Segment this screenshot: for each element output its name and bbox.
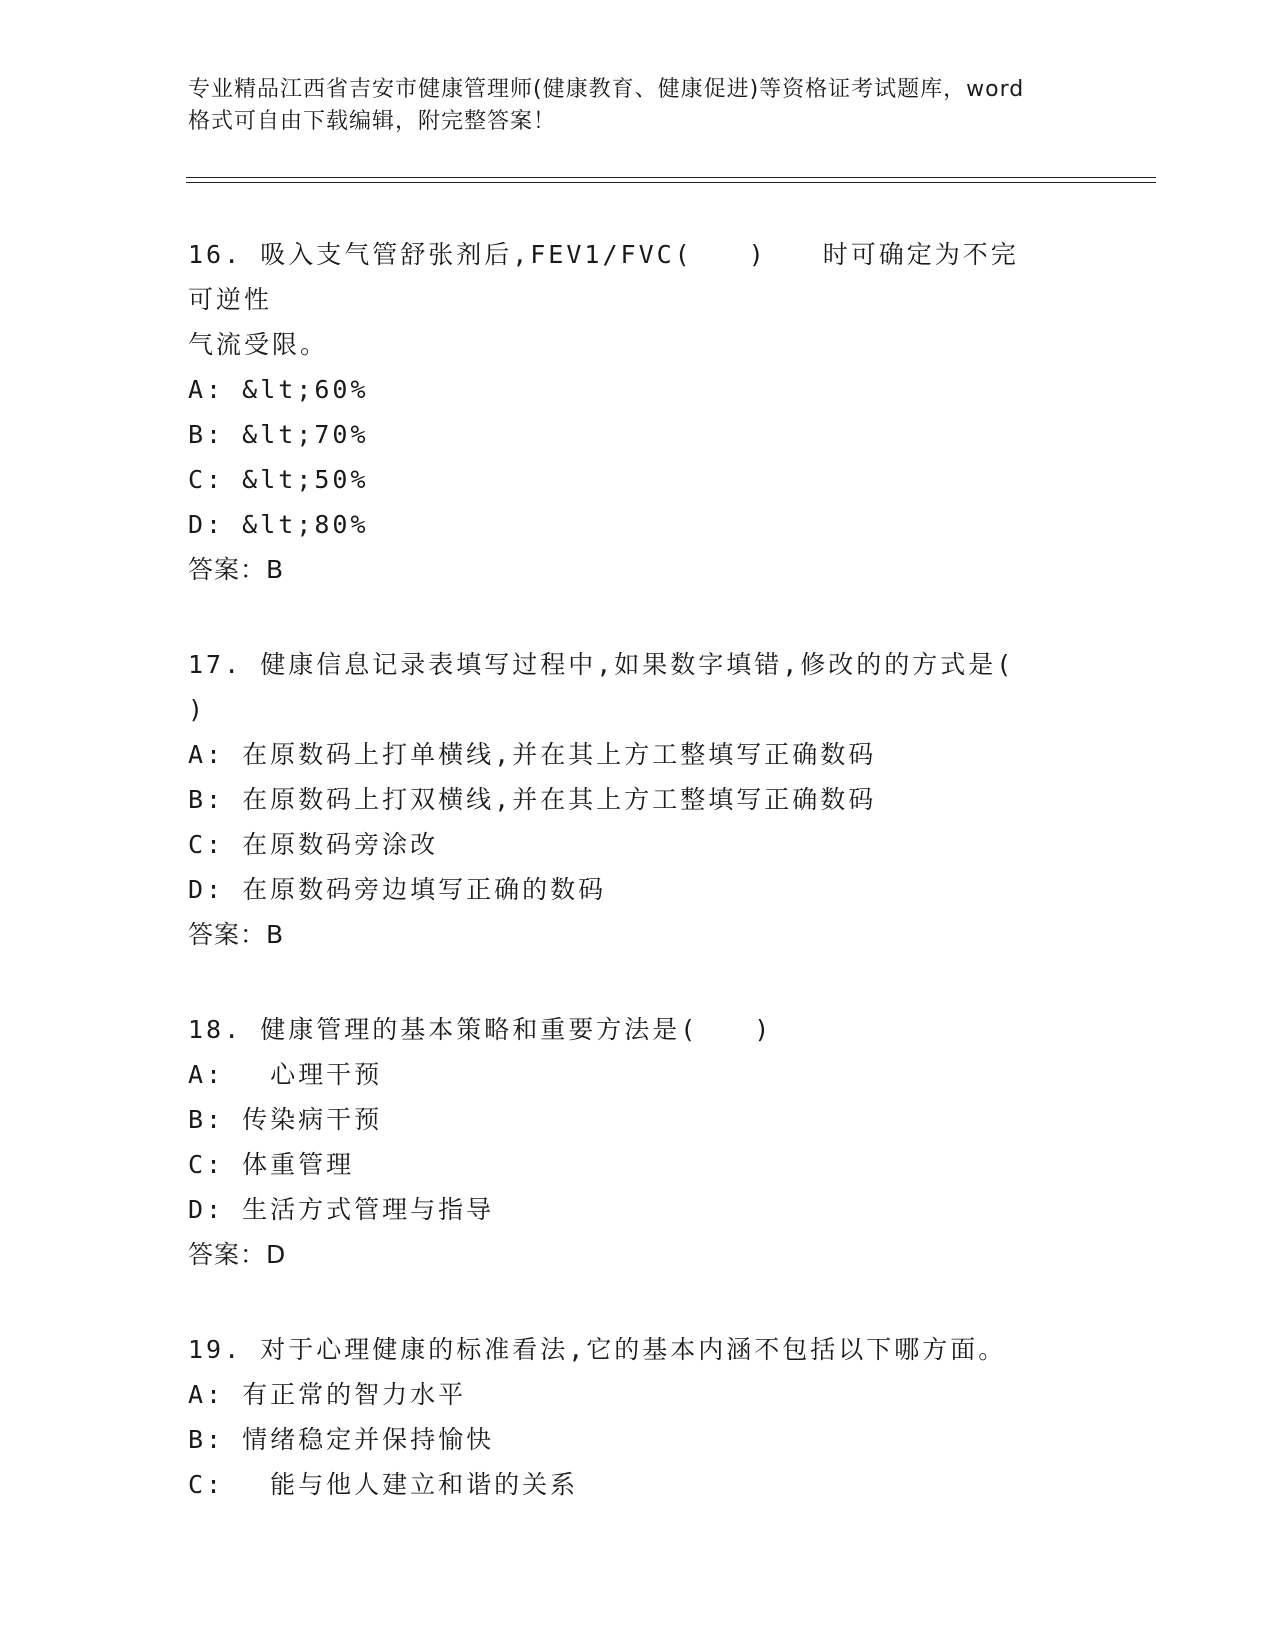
option-a: A: 有正常的智力水平 <box>188 1380 467 1409</box>
option-d: D: 在原数码旁边填写正确的数码 <box>188 875 607 904</box>
option-c: C: 能与他人建立和谐的关系 <box>188 1470 579 1499</box>
option-a: A: 心理干预 <box>188 1060 383 1089</box>
option-c: C: 在原数码旁涂改 <box>188 830 439 859</box>
question-stem <box>188 642 1038 732</box>
header-line-1: 专业精品江西省吉安市健康管理师(健康教育、健康促进)等资格证考试题库，word <box>188 77 1025 102</box>
question-stem <box>188 1327 1038 1372</box>
option-a: A: 在原数码上打单横线,并在其上方工整填写正确数码 <box>188 740 877 769</box>
option-c: C: 体重管理 <box>188 1150 355 1179</box>
question-list <box>188 232 1088 1557</box>
option-d: D: 生活方式管理与指导 <box>188 1195 495 1224</box>
header-line-2: 格式可自由下载编辑，附完整答案！ <box>188 109 557 134</box>
question-17 <box>188 642 1088 957</box>
header-divider-bottom <box>186 182 1156 183</box>
option-b: B: &lt;70% <box>188 420 369 449</box>
option-d: D: &lt;80% <box>188 510 369 539</box>
option-a: A: &lt;60% <box>188 375 369 404</box>
question-16 <box>188 232 1088 592</box>
option-b: B: 传染病干预 <box>188 1105 383 1134</box>
question-stem-line: 16. 吸入支气管舒张剂后,FEV1/FVC( ) 时可确定为不完可逆性 <box>188 240 1019 314</box>
answer-line: 答案：B <box>188 555 285 584</box>
document-header <box>188 74 1108 138</box>
answer-line: 答案：B <box>188 920 285 949</box>
question-18 <box>188 1007 1088 1277</box>
header-divider-top <box>186 177 1156 178</box>
question-stem-line: 19. 对于心理健康的标准看法,它的基本内涵不包括以下哪方面。 <box>188 1335 1007 1364</box>
question-stem-line: 气流受限。 <box>188 330 329 359</box>
question-stem-line: 18. 健康管理的基本策略和重要方法是( ) <box>188 1015 773 1044</box>
question-stem-line: ) <box>188 695 207 724</box>
option-b: B: 在原数码上打双横线,并在其上方工整填写正确数码 <box>188 785 877 814</box>
answer-line: 答案：D <box>188 1240 287 1269</box>
option-c: C: &lt;50% <box>188 465 369 494</box>
question-stem-line: 17. 健康信息记录表填写过程中,如果数字填错,修改的的方式是( <box>188 650 1015 679</box>
question-19 <box>188 1327 1088 1507</box>
question-stem <box>188 1007 1038 1052</box>
option-b: B: 情绪稳定并保持愉快 <box>188 1425 495 1454</box>
question-stem <box>188 232 1038 367</box>
